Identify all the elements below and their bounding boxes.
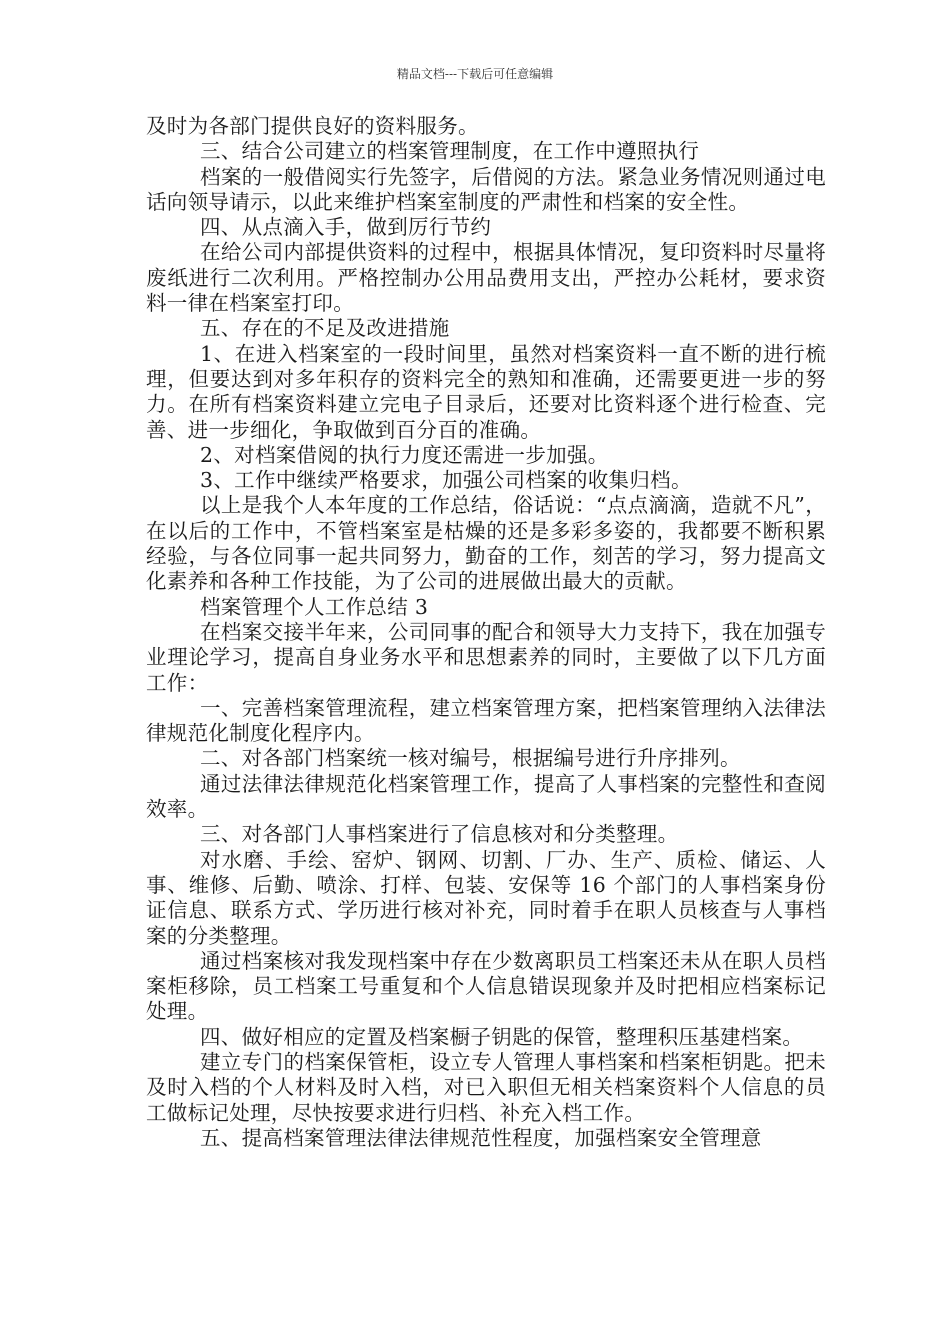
paragraph: 三、结合公司建立的档案管理制度，在工作中遵照执行 <box>200 139 700 164</box>
paragraph: 五、存在的不足及改进措施 <box>200 316 450 341</box>
paragraph: 及时为各部门提供良好的资料服务。 <box>146 114 479 138</box>
paragraph: 在给公司内部提供资料的过程中，根据具体情况，复印资料时尽量将废纸进行二次利用。严格控制办公用品费用支出，严控办公耗材，要求资料一律在档案室打印。 <box>146 240 826 316</box>
paragraph: 四、做好相应的定置及档案橱子钥匙的保管，整理积压基建档案。 <box>200 1024 804 1049</box>
paragraph: 1、在进入档案室的一段时间里，虽然对档案资料一直不断的进行梳理，但要达到对多年积存的资料完全的熟知和准确，还需要更进一步的努力。在所有档案资料建立完电子目录后，还要对比资料逐个进行检查、完善、进一步细化，争取做到百分百的准确。 <box>146 341 826 442</box>
page-header: 精品文档---下载后可任意编辑 <box>396 67 554 81</box>
paragraph: 三、对各部门人事档案进行了信息核对和分类整理。 <box>200 822 679 847</box>
paragraph: 档案管理个人工作总结 3 <box>200 594 429 619</box>
paragraph: 2、对档案借阅的执行力度还需进一步加强。 <box>200 442 609 467</box>
paragraph: 档案的一般借阅实行先签字，后借阅的方法。紧急业务情况则通过电话向领导请示，以此来维护档案室制度的严肃性和档案的安全性。 <box>146 164 826 214</box>
paragraph: 建立专门的档案保管柜，设立专人管理人事档案和档案柜钥匙。把未及时入档的个人材料及时入档，对已入职但无相关档案资料个人信息的员工做标记处理，尽快按要求进行归档、补充入档工作。 <box>146 1049 826 1125</box>
paragraph: 以上是我个人本年度的工作总结，俗话说：“点点滴滴，造就不凡”，在以后的工作中，不管档案室是枯燥的还是多彩多姿的，我都要不断积累经验，与各位同事一起共同努力，勤奋的工作，刻苦的学习，努力提高文化素养和各种工作技能，为了公司的进展做出最大的贡献。 <box>146 493 826 594</box>
paragraph: 五、提高档案管理法律法律规范性程度，加强档案安全管理意 <box>200 1125 762 1150</box>
paragraph: 在档案交接半年来，公司同事的配合和领导大力支持下，我在加强专业理论学习，提高自身业务水平和思想素养的同时，主要做了以下几方面工作： <box>146 619 826 695</box>
paragraph: 二、对各部门档案统一核对编号，根据编号进行升序排列。 <box>200 746 741 771</box>
paragraph: 一、完善档案管理流程，建立档案管理方案，把档案管理纳入法律法律规范化制度化程序内。 <box>146 695 826 746</box>
paragraph: 通过法律法律规范化档案管理工作，提高了人事档案的完整性和查阅效率。 <box>146 771 826 822</box>
paragraph: 3、工作中继续严格要求，加强公司档案的收集归档。 <box>200 468 692 493</box>
paragraph: 四、从点滴入手，做到厉行节约 <box>200 215 492 240</box>
document-body <box>146 114 826 1151</box>
paragraph: 通过档案核对我发现档案中存在少数离职员工档案还未从在职人员档案柜移除，员工档案工号重复和个人信息错误现象并及时把相应档案标记处理。 <box>146 948 826 1024</box>
paragraph: 对水磨、手绘、窑炉、钢网、切割、厂办、生产、质检、储运、人事、维修、后勤、喷涂、打样、包装、安保等 16 个部门的人事档案身份证信息、联系方式、学历进行核对补充，同时着手在职人员核查与人事档案的分类整理。 <box>146 847 826 948</box>
